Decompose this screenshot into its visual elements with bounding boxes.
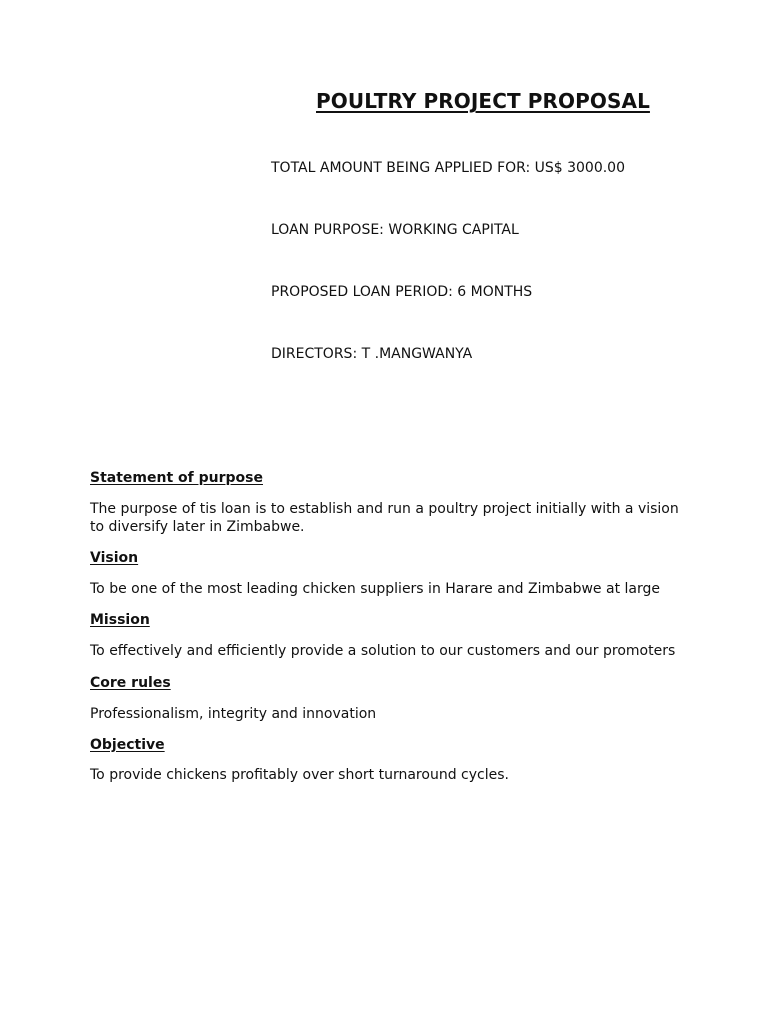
loan-purpose-line: LOAN PURPOSE: WORKING CAPITAL xyxy=(271,222,519,238)
vision-text: To be one of the most leading chicken suppliers in Harare and Zimbabwe at large xyxy=(90,581,660,597)
directors-line: DIRECTORS: T .MANGWANYA xyxy=(271,346,473,362)
objective-heading: Objective xyxy=(90,737,165,753)
loan-period-line: PROPOSED LOAN PERIOD: 6 MONTHS xyxy=(271,284,533,300)
objective-text: To provide chickens profitably over short turnaround cycles. xyxy=(90,767,509,783)
statement-of-purpose-text-line-2: to diversify later in Zimbabwe. xyxy=(90,519,305,535)
loan-amount-line: TOTAL AMOUNT BEING APPLIED FOR: US$ 3000.00 xyxy=(271,160,625,176)
core-rules-text: Professionalism, integrity and innovation xyxy=(90,706,377,722)
page-title: POULTRY PROJECT PROPOSAL xyxy=(316,89,650,113)
vision-heading: Vision xyxy=(90,550,139,566)
core-rules-heading: Core rules xyxy=(90,675,171,691)
mission-heading: Mission xyxy=(90,612,150,628)
statement-of-purpose-text-line-1: The purpose of tis loan is to establish and run a poultry project initially with a vision xyxy=(90,501,679,517)
statement-of-purpose-heading: Statement of purpose xyxy=(90,470,263,486)
mission-text: To effectively and efficiently provide a solution to our customers and our promoters xyxy=(90,643,676,659)
